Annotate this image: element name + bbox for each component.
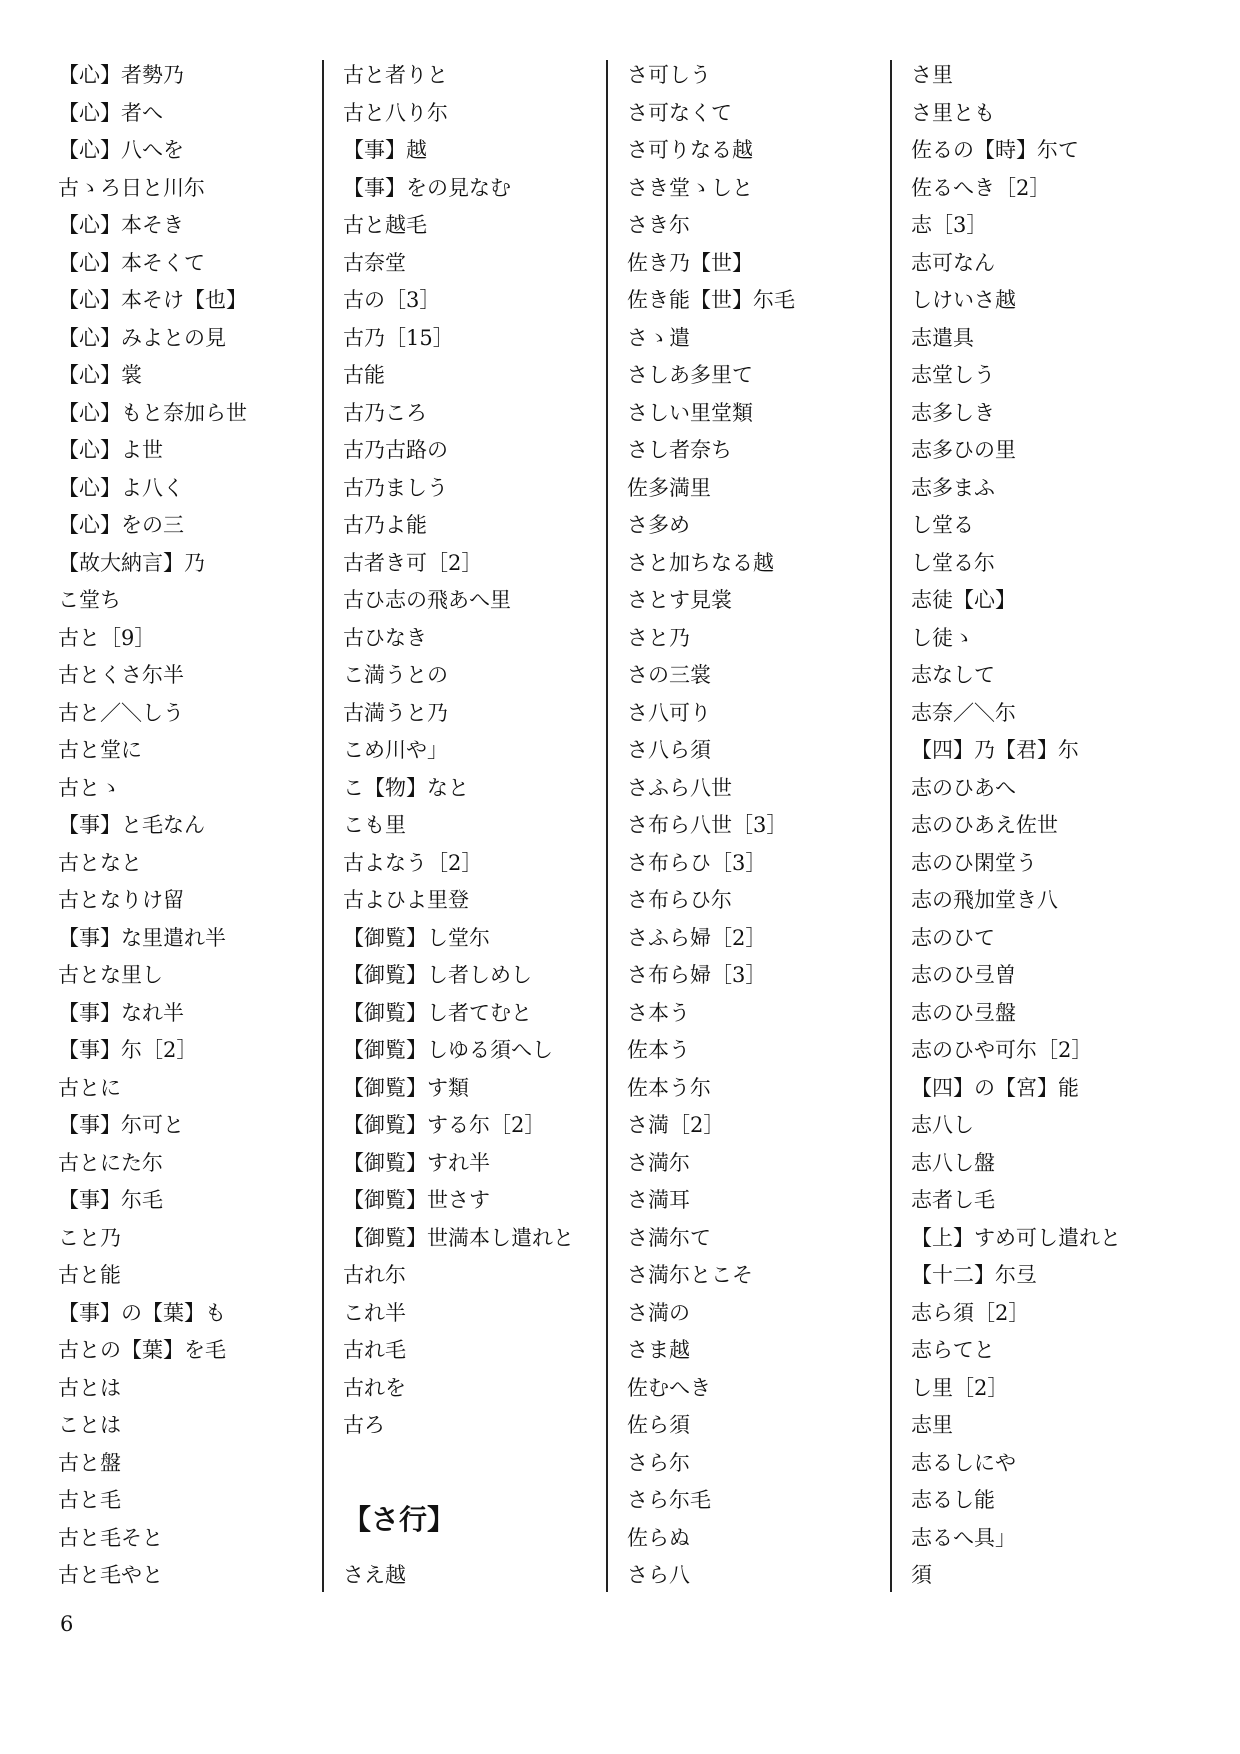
index-entry: 志者し毛 [911,1188,995,1212]
index-entry: さら八 [627,1563,690,1587]
index-entry: こ【物】なと [343,775,469,800]
index-entry: さ布らひ［3］ [627,850,767,875]
index-entry: 【御覧】世満本し遣れと [343,1225,574,1250]
index-entry: こも里 [343,813,406,837]
index-entry: ことは [58,1413,121,1437]
index-entry: 古ろ [343,1413,385,1437]
index-entry: 佐き能【世】尓毛 [627,288,795,312]
index-entry: 【心】本そくて [58,250,205,275]
index-entry: さら尓 [627,1450,690,1475]
index-entry: 【心】もと奈加ら世 [58,400,247,425]
index-entry: 【事】なれ半 [58,1000,184,1025]
index-entry: さふら婦［2］ [627,925,767,950]
index-entry: 佐らぬ [627,1525,690,1550]
index-entry: 志里 [911,1413,953,1437]
index-entry: さし者奈ち [627,438,732,462]
index-entry: 【事】尓［2］ [58,1038,198,1062]
index-entry: 佐るへき［2］ [911,175,1051,200]
index-entry: 【上】すめ可し遣れと [911,1225,1121,1250]
page-number: 6 [60,1612,74,1636]
index-entry: し堂る [911,513,974,537]
index-entry: さの三裳 [627,663,711,687]
index-entry: 古乃［15］ [343,325,454,350]
index-entry: 古と［9］ [58,625,156,650]
index-entry: 志奈／＼尓 [911,700,1016,725]
index-entry: し徒ゝ [911,625,974,650]
index-entry: 【御覧】する尓［2］ [343,1113,546,1137]
index-entry: 古とゝ [58,775,121,800]
index-entry: 古者き可［2］ [343,550,483,575]
index-entry: 【御覧】しゆる須へし [343,1038,553,1062]
index-column-4 [911,57,1181,1595]
index-entry: 佐本う尓 [627,1075,711,1100]
index-entry: 志可なん [911,250,995,275]
index-entry: こ堂ち [58,588,121,612]
index-entry: 佐本う [627,1038,690,1062]
index-entry: さ里 [911,63,953,87]
index-entry: 古とは [58,1375,121,1400]
index-entry: 志なして [911,663,995,687]
index-entry: これ半 [343,1300,406,1325]
index-entry: さふら八世 [627,775,732,800]
index-entry: 志るしにや [911,1450,1016,1475]
index-entry: こ満うとの [343,663,448,687]
index-entry: さ布ら婦［3］ [627,963,767,987]
index-entry: 【心】者へ [58,100,163,125]
index-entry: さゝ遣 [627,325,690,350]
index-entry: こめ川や」 [343,738,448,762]
index-entry: 古と能 [58,1263,121,1287]
index-entry: 古と毛 [58,1488,121,1512]
index-entry: 志堂しう [911,363,995,387]
spacer [343,1445,613,1483]
index-entry: さま越 [627,1338,690,1362]
index-entry: 【心】本そけ【也】 [58,288,247,312]
index-entry: さ布らひ尓 [627,888,732,912]
index-entry: 古乃よ能 [343,513,427,537]
index-entry: 志多しき [911,400,995,425]
index-entry: 志るし能 [911,1488,995,1512]
index-entry: 志ら須［2］ [911,1300,1030,1325]
index-entry: 【四】乃【君】尓 [911,738,1079,762]
index-entry: 【事】尓毛 [58,1188,163,1212]
index-entry: 佐むへき [627,1375,711,1400]
column-divider [606,60,608,1592]
index-entry: 【心】みよとの見 [58,325,226,350]
index-entry: 【事】の【葉】も [58,1300,226,1325]
index-entry: さ可なくて [627,100,732,125]
column-divider [890,60,892,1592]
index-entry: 【事】をの見なむ [343,175,511,200]
index-entry: 佐ら須 [627,1413,690,1437]
index-entry: 古れを [343,1375,406,1400]
index-entry: し里［2］ [911,1375,1009,1400]
index-entry: さ多め [627,513,690,537]
index-entry: 古となりけ留 [58,888,184,912]
index-entry: さ満尓とこそ [627,1263,753,1287]
index-entry: 佐き乃【世】 [627,250,753,275]
index-entry: 【心】よ八く [58,475,184,500]
index-entry: さ満［2］ [627,1113,725,1137]
index-entry: 志八し盤 [911,1150,995,1175]
index-entry: 古乃ましう [343,475,448,500]
index-entry: 【心】者勢乃 [58,63,184,87]
index-entry: さ八ら須 [627,738,711,762]
index-entry: 【事】越 [343,138,427,162]
index-entry: 【心】裳 [58,363,142,387]
index-entry: 古奈堂 [343,250,406,275]
index-entry: こと乃 [58,1225,121,1250]
index-entry: 【御覧】し堂尓 [343,925,490,950]
index-entry: さと乃 [627,625,690,650]
index-entry: 志のひあへ [911,775,1016,800]
index-entry: 【十二】尓弖 [911,1263,1037,1287]
index-entry: 【心】よ世 [58,438,163,462]
index-entry: さき堂ゝしと [627,175,753,200]
index-entry: 【事】な里遣れ半 [58,925,226,950]
index-entry: 古と盤 [58,1450,121,1475]
index-entry: 佐多満里 [627,475,711,500]
index-entry: 志八し [911,1113,974,1137]
index-entry: 【心】八へを [58,138,184,162]
index-entry: しけいさ越 [911,288,1016,312]
index-entry: 古ひ志の飛あへ里 [343,588,511,612]
index-entry: 古と毛やと [58,1563,163,1587]
index-entry: 古と八り尓 [343,100,448,125]
section-heading: 【さ行】 [343,1503,456,1536]
index-entry: さら尓毛 [627,1488,711,1512]
index-entry: さ八可り [627,700,711,725]
index-entry: 【心】をの三 [58,513,184,537]
index-entry: 古能 [343,363,385,387]
index-entry: 古と毛そと [58,1525,163,1550]
index-entry: 志遣具 [911,325,974,350]
index-entry: 志多ひの里 [911,438,1016,462]
index-entry: さしあ多里て [627,363,753,387]
index-entry: さ満尓て [627,1225,711,1250]
index-entry: さ本う [627,1000,690,1025]
index-entry: 古と堂に [58,738,142,762]
index-entry: 佐るの【時】尓て [911,138,1079,162]
index-entry: 志のひ閑堂う [911,850,1037,875]
index-entry: 【事】と毛なん [58,813,205,837]
index-entry: 古とに [58,1075,121,1100]
index-entry: さ可りなる越 [627,138,753,162]
index-entry: 古よなう［2］ [343,850,483,875]
index-entry: 古ひなき [343,625,427,650]
index-entry: さしい里堂類 [627,400,753,425]
index-column-1 [58,57,328,1595]
index-entry: 古と／＼しう [58,700,184,725]
index-entry: 【事】尓可と [58,1113,184,1137]
index-entry: 志のひや可尓［2］ [911,1038,1093,1062]
index-entry: 古ゝろ日と川尓 [58,175,205,200]
column-divider [322,60,324,1592]
index-entry: 志らてと [911,1338,995,1362]
index-entry: さ可しう [627,63,711,87]
index-column-2 [343,57,613,1595]
index-entry: さと加ちなる越 [627,550,774,575]
index-entry: さえ越 [343,1563,406,1587]
index-entry: さ満尓 [627,1150,690,1175]
index-entry: 【御覧】し者しめし [343,963,532,987]
index-entry: さ布ら八世［3］ [627,813,788,837]
index-entry: さき尓 [627,213,690,237]
index-entry: 古よひよ里登 [343,888,469,912]
index-entry: 志のひ弖曽 [911,963,1016,987]
index-entry: 志のひて [911,925,995,950]
index-entry: 古の［3］ [343,288,441,312]
index-entry: 志多まふ [911,475,995,500]
index-entry: 【御覧】すれ半 [343,1150,490,1175]
index-entry: 古と者りと [343,63,448,87]
index-entry: 古れ毛 [343,1338,406,1362]
index-entry: 古とくさ尓半 [58,663,184,687]
index-entry: 志徒【心】 [911,588,1016,612]
index-entry: 古乃古路の [343,438,448,462]
index-entry: 志のひ弖盤 [911,1000,1016,1025]
index-entry: 古との【葉】を毛 [58,1338,226,1362]
index-entry: 古となと [58,850,142,875]
index-column-3 [627,57,897,1595]
index-entry: 古と越毛 [343,213,427,237]
index-entry: さ満の [627,1300,690,1325]
index-entry: 古とな里し [58,963,163,987]
index-entry: し堂る尓 [911,550,995,575]
index-entry: 【四】の【宮】能 [911,1075,1079,1100]
index-entry: 志の飛加堂き八 [911,888,1058,912]
index-entry: 【御覧】し者てむと [343,1000,532,1025]
index-entry: 須 [911,1563,932,1587]
index-entry: 【御覧】す類 [343,1075,469,1100]
index-entry: 志［3］ [911,213,988,237]
index-entry: さ里とも [911,100,995,125]
index-entry: 【心】本そき [58,213,184,237]
index-entry: 【故大納言】乃 [58,550,205,575]
index-entry: 古とにた尓 [58,1150,163,1175]
index-entry: さとす見裳 [627,588,732,612]
index-entry: 古乃ころ [343,400,427,425]
index-entry: 志のひあえ佐世 [911,813,1058,837]
index-entry: さ満耳 [627,1188,690,1212]
index-entry: 【御覧】世さす [343,1188,490,1212]
index-entry: 志るへ具」 [911,1525,1016,1550]
index-entry: 古れ尓 [343,1263,406,1287]
index-entry: 古満うと乃 [343,700,448,725]
